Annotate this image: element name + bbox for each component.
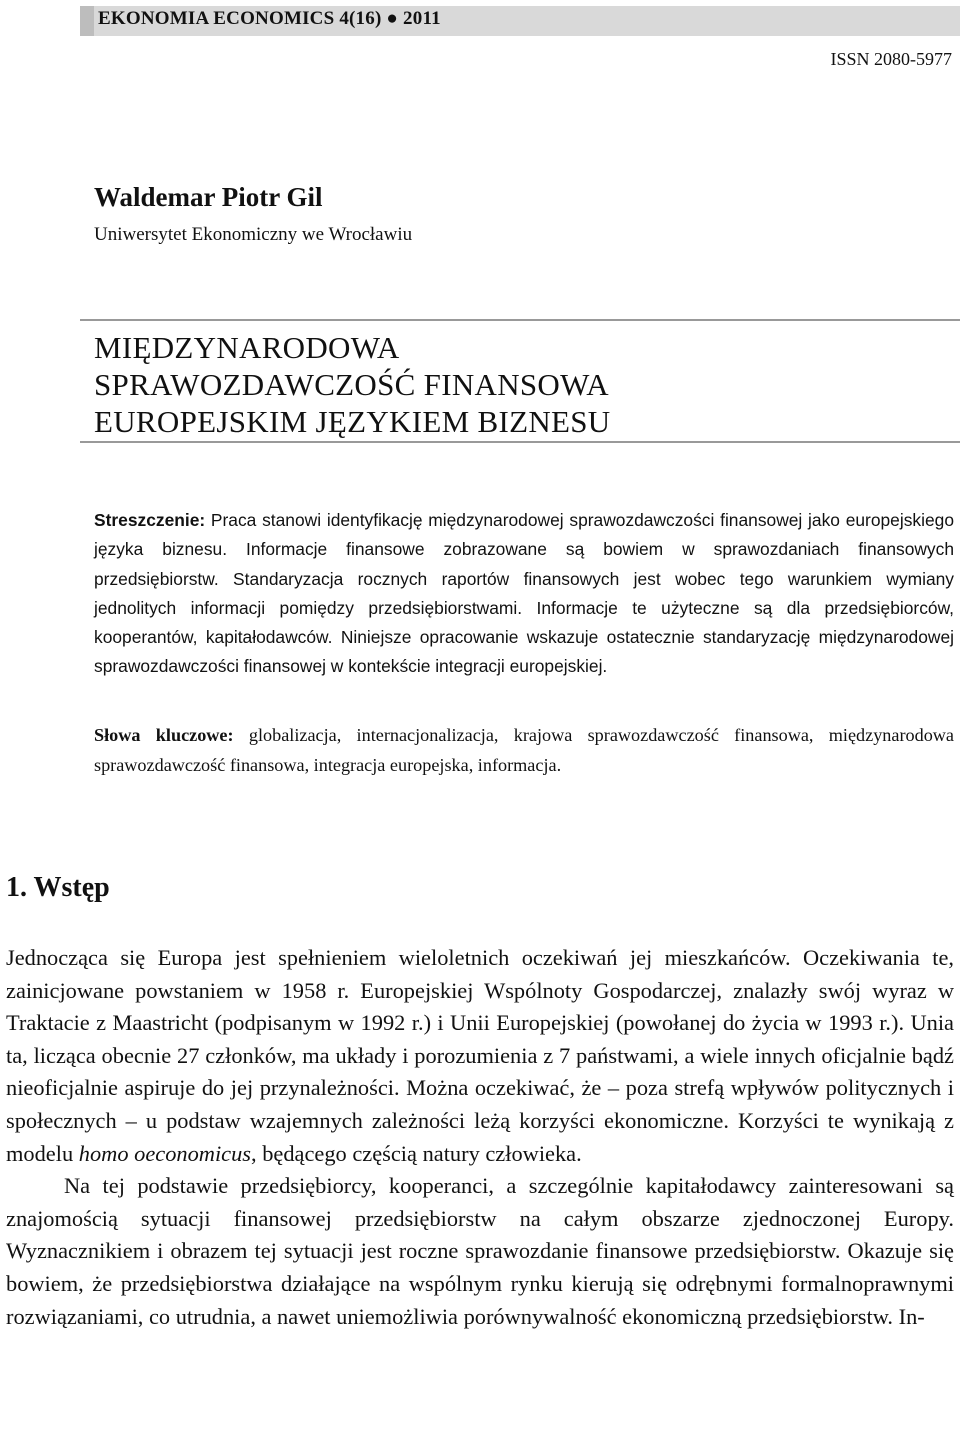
section-title: 1. Wstęp: [6, 872, 110, 903]
issn: ISSN 2080-5977: [830, 49, 952, 69]
paper-title-line: SPRAWOZDAWCZOŚĆ FINANSOWA: [94, 367, 609, 402]
paper-title-line: EUROPEJSKIM JĘZYKIEM BIZNESU: [94, 404, 611, 439]
keywords: [94, 720, 954, 780]
author-name: Waldemar Piotr Gil: [94, 182, 323, 212]
abstract-label: Streszczenie:: [94, 510, 206, 530]
paper-title-line: MIĘDZYNARODOWA: [94, 330, 400, 365]
body-paragraph: [6, 942, 954, 1170]
body-text-run: Jednocząca się Europa jest spełnieniem wieloletnich oczekiwań jej mieszkańców. Oczekiwania te, zainicjowane powstaniem w 1958 r. Europejskiej Wspólnoty Gospodarczej, znalazły swój wyraz w Traktacie z Maastricht (podpisanym w 1992 r.) i Unii Europejskiej (powołanej do życia w 1993 r.). Unia ta, licząca obecnie 27 członków, ma układy i porozumienia z 7 państwami, a wiele innych oficjalnie bądź nieoficjalnie aspiruje do jej przynależności. Można oczekiwać, że – poza strefą wpływów politycznych i społecznych – u podstaw wzajemnych zależności leżą korzyści ekonomiczne. Korzyści te wynikają z modelu: [6, 945, 954, 1166]
body-text-run: , będącego częścią natury człowieka.: [251, 1140, 582, 1166]
keywords-label: Słowa kluczowe:: [94, 725, 234, 745]
body-paragraph: Na tej podstawie przedsiębiorcy, kooperanci, a szczególnie kapitałodawcy zainteresowani są znajomością sytuacji finansowej przedsiębiorstw na całym obszarze zjednoczonej Europy. Wyznacznikiem i obrazem tej sytuacji jest roczne sprawozdanie finansowe przedsiębiorstw. Okazuje się bowiem, że przedsiębiorstwa działające na wspólnym rynku kierują się odrębnymi formalnoprawnymi rozwiązaniami, co utrudnia, a nawet uniemożliwia porównywalność ekonomiczną przedsiębiorstw. In-: [6, 1173, 954, 1329]
abstract: [94, 506, 954, 682]
section-body: [6, 942, 954, 1333]
keywords-text: globalizacja, internacjonalizacja, krajowa sprawozdawczość finansowa, międzynarodowa sprawozdawczość finansowa, integracja europejska, informacja.: [94, 725, 955, 775]
paper-title: [94, 329, 610, 440]
body-italic-term: homo oeconomicus: [78, 1140, 252, 1166]
journal-header-tab: [80, 6, 94, 36]
author-affiliation: Uniwersytet Ekonomiczny we Wrocławiu: [94, 224, 413, 245]
title-rule-bottom: [80, 441, 960, 443]
title-rule-top: [80, 319, 960, 321]
journal-title: EKONOMIA ECONOMICS 4(16) ● 2011: [98, 8, 441, 29]
abstract-text: Praca stanowi identyfikację międzynarodowej sprawozdawczości finansowej jako europejskiego języka biznesu. Informacje finansowe zobrazowane są bowiem w sprawozdaniach finansowych przedsiębiorstw. Standaryzacja rocznych raportów finansowych jest wobec tego warunkiem wymiany jednolitych informacji pomiędzy przedsiębiorstwami. Informacje te użyteczne są dla przedsiębiorców, kooperantów, kapitałodawców. Niniejsze opracowanie wskazuje ostatecznie standaryzację międzynarodowej sprawozdawczości finansowej w kontekście integracji europejskiej.: [94, 510, 954, 677]
